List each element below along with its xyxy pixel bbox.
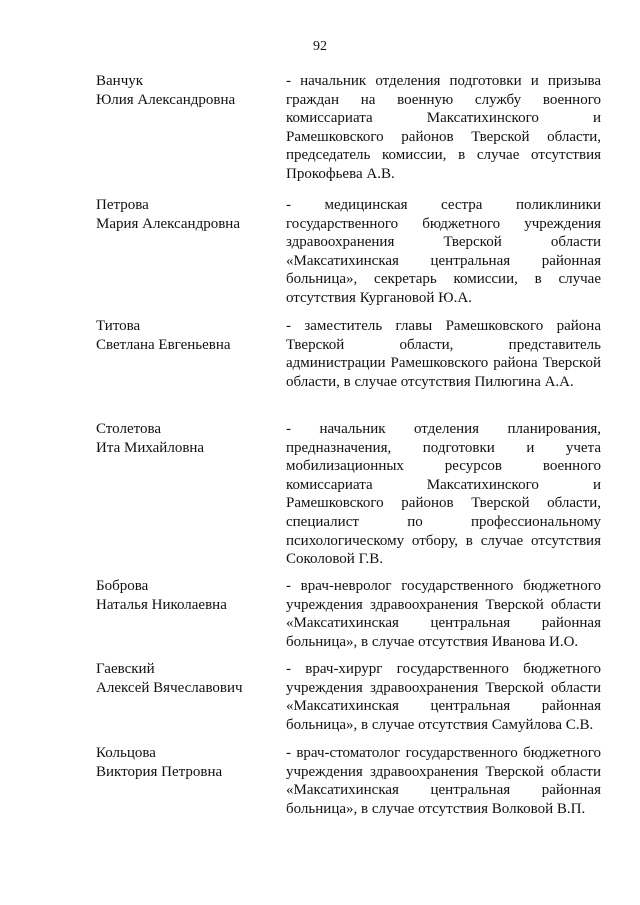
member-name (96, 577, 276, 614)
member-surname: Титова (96, 318, 141, 334)
member-given-names: Юлия Александровна (96, 91, 236, 108)
member-given-names: Мария Александровна (96, 215, 240, 232)
member-name (96, 196, 276, 233)
member-role: - начальник отделения подготовки и призыва граждан на военную службу военного комиссариата Максатихинского и Рамешковского районов Тверской области, председатель комиссии, в случае отсутствия Прокофьева А.В. (286, 73, 601, 182)
member-surname: Ванчук (96, 73, 144, 89)
member-name (96, 660, 276, 697)
member-role: - начальник отделения планирования, предназначения, подготовки и учета мобилизационных ресурсов военного комиссариата Максатихинского и Рамешковского районов Тверской области, специалист по профессиональному психологическому отбору, в случае отсутствия Соколовой Г.В. (286, 421, 601, 568)
member-name (96, 317, 276, 354)
member-surname: Петрова (96, 197, 149, 213)
member-given-names: Алексей Вячеславович (96, 679, 243, 696)
member-name (96, 420, 276, 457)
member-surname: Боброва (96, 578, 149, 594)
member-surname: Кольцова (96, 745, 156, 761)
member-name (96, 744, 276, 781)
member-given-names: Ита Михайловна (96, 439, 205, 456)
page-number: 92 (313, 39, 327, 54)
member-role: - медицинская сестра поликлиники государственного бюджетного учреждения здравоохранения Тверской области «Максатихинская центральная районная больница», секретарь комиссии, в случае отсутствия Кургановой Ю.А. (286, 197, 601, 306)
member-role: - врач-стоматолог государственного бюджетного учреждения здравоохранения Тверской области «Максатихинская центральная районная больница», в случае отсутствия Волковой В.П. (286, 745, 601, 817)
member-given-names: Светлана Евгеньевна (96, 336, 231, 353)
member-surname: Гаевский (96, 661, 155, 677)
member-name (96, 72, 276, 109)
member-role: - врач-невролог государственного бюджетного учреждения здравоохранения Тверской области «Максатихинская центральная районная больница», в случае отсутствия Иванова И.О. (286, 578, 601, 650)
member-given-names: Наталья Николаевна (96, 596, 227, 613)
member-role: - заместитель главы Рамешковского района Тверской области, представитель администрации Рамешковского района Тверской области, в случае отсутствия Пилюгина А.А. (286, 318, 601, 390)
member-role: - врач-хирург государственного бюджетного учреждения здравоохранения Тверской области «Максатихинская центральная районная больница», в случае отсутствия Самуйлова С.В. (286, 661, 601, 733)
member-surname: Столетова (96, 421, 162, 437)
member-given-names: Виктория Петровна (96, 763, 223, 780)
